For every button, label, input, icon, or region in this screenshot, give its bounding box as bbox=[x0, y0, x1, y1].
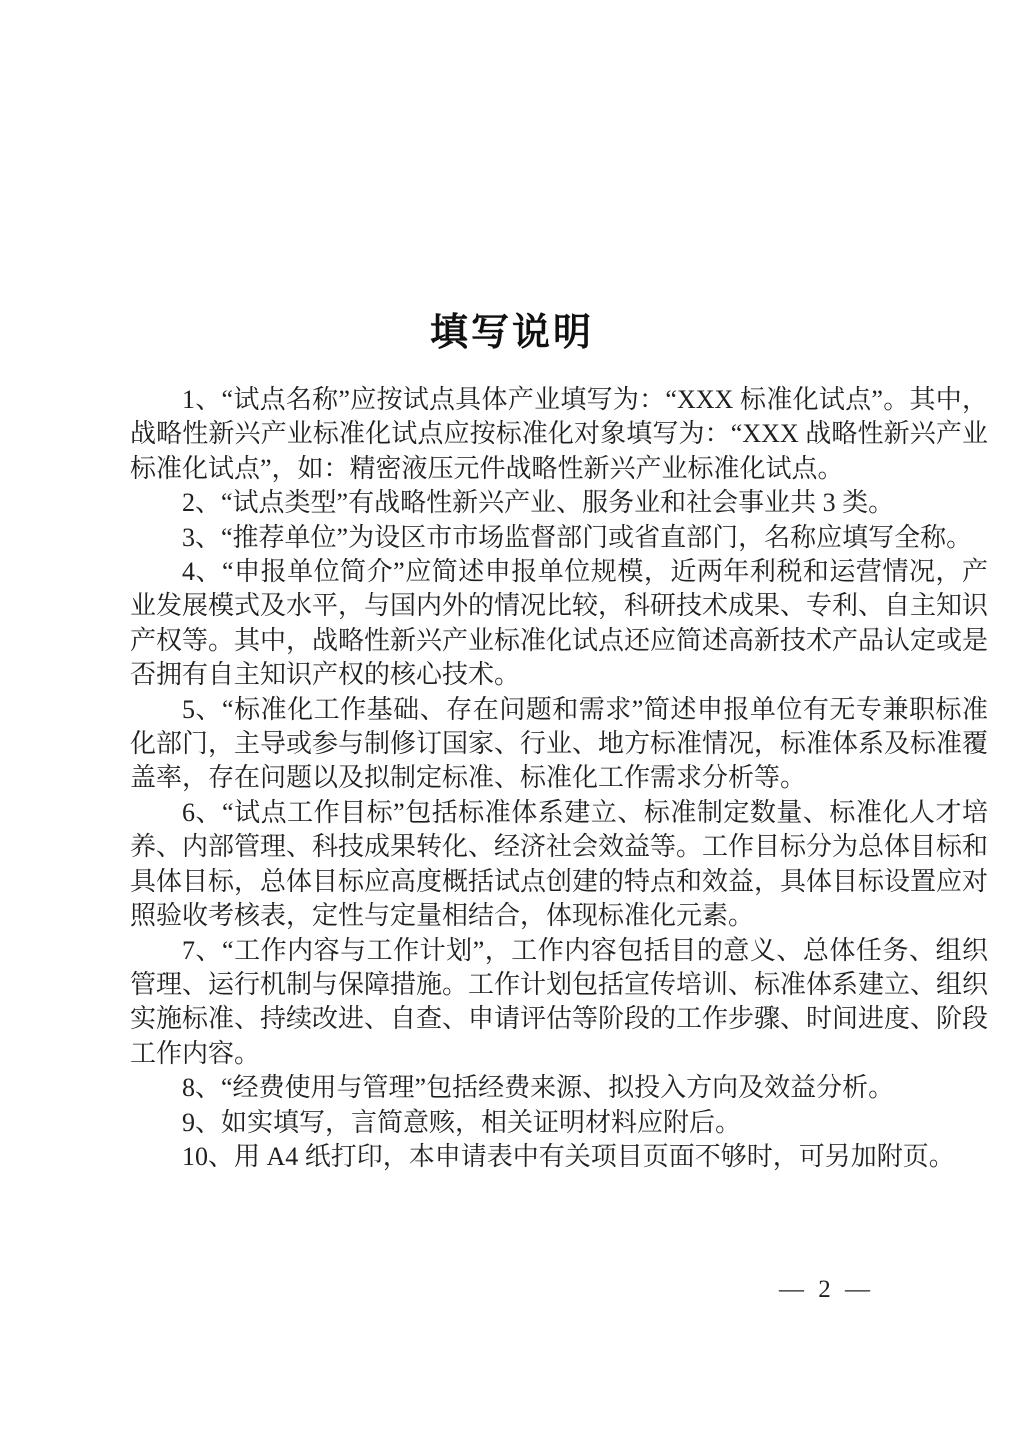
document-title: 填写说明 bbox=[429, 310, 594, 355]
instruction-paragraph-4: 4、“申报单位简介”应简述申报单位规模，近两年利税和运营情况，产业发展模式及水平，与国内外的情况比较，科研技术成果、专利、自主知识产权等。其中，战略性新兴产业标准化试点还应简述高新技术产品认定或是否拥有自主知识产权的核心技术。 bbox=[130, 557, 989, 690]
instruction-paragraph-8: 8、“经费使用与管理”包括经费来源、拟投入方向及效益分析。 bbox=[182, 1073, 895, 1103]
instructions-body bbox=[130, 383, 988, 1174]
page-number: — 2 — bbox=[779, 1276, 874, 1303]
instruction-paragraph-5: 5、“标准化工作基础、存在问题和需求”简述申报单位有无专兼职标准化部门，主导或参与制修订国家、行业、地方标准情况，标准体系及标准覆盖率，存在问题以及拟制定标准、标准化工作需求分析等。 bbox=[130, 694, 989, 793]
instruction-paragraph-6: 6、“试点工作目标”包括标准体系建立、标准制定数量、标准化人才培养、内部管理、科技成果转化、经济社会效益等。工作目标分为总体目标和具体目标，总体目标应高度概括试点创建的特点和效益，具体目标设置应对照验收考核表，定性与定量相结合，体现标准化元素。 bbox=[130, 797, 989, 931]
instruction-paragraph-3: 3、“推荐单位”为设区市市场监督部门或省直部门，名称应填写全称。 bbox=[182, 522, 973, 552]
instruction-paragraph-7: 7、“工作内容与工作计划”，工作内容包括目的意义、总体任务、组织管理、运行机制与保障措施。工作计划包括宣传培训、标准体系建立、组织实施标准、持续改进、自查、申请评估等阶段的工作步骤、时间进度、阶段工作内容。 bbox=[130, 935, 989, 1068]
instruction-paragraph-2: 2、“试点类型”有战略性新兴产业、服务业和社会事业共 3 类。 bbox=[182, 488, 895, 518]
instruction-paragraph-10: 10、用 A4 纸打印，本申请表中有关项目页面不够时，可另加附页。 bbox=[182, 1141, 955, 1171]
page-footer bbox=[0, 1276, 1024, 1310]
instruction-paragraph-1: 1、“试点名称”应按试点具体产业填写为：“XXX 标准化试点”。其中，战略性新兴产业标准化试点应按标准化对象填写为：“XXX 战略性新兴产业标准化试点”，如：精密液压元件战略性新兴产业标准化试点。 bbox=[130, 385, 988, 483]
instruction-paragraph-9: 9、如实填写，言简意赅，相关证明材料应附后。 bbox=[182, 1107, 742, 1137]
